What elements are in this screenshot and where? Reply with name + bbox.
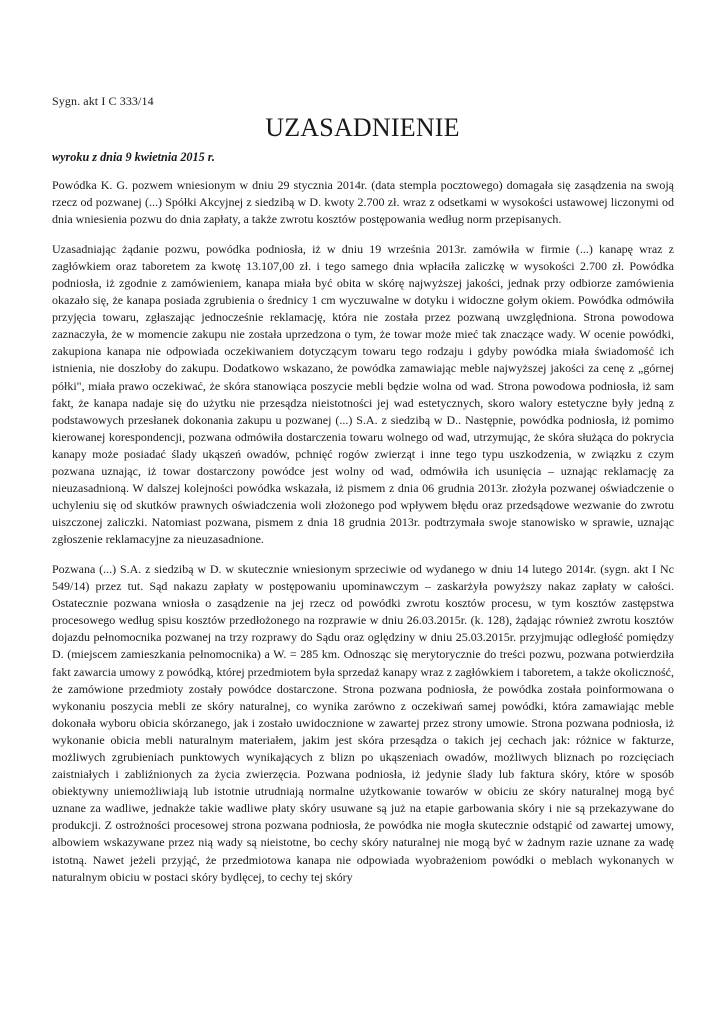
case-signature: Sygn. akt I C 333/14 (52, 94, 154, 108)
paragraph: Uzasadniając żądanie pozwu, powódka podniosła, iż w dniu 19 września 2013r. zamówiła w firmie (...) kanapę wraz z zagłówkiem oraz taboretem za kwotę 13.107,00 zł. i tego samego dnia wpłaciła zaliczkę w wysokości 2.700 zł. Powódka podniosła, iż zgodnie z zamówieniem, kanapa miała być obita w skórę najwyższej jakości, jednak przy odbiorze zamówienia okazało się, że kanapa posiada zgrubienia o średnicy 1 cm wyczuwalne w dotyku i widoczne gołym okiem. Powódka odmówiła przyjęcia towaru, zgłaszając jednocześnie reklamację, która nie została przez pozwaną uwzględniona. Strona powodowa zaznaczyła, że w momencie zakupu nie została uprzedzona o tym, że towar może mieć tak znaczące wady. W ocenie powódki, zakupiona kanapa nie odpowiada oczekiwaniem dotyczącym towaru tego rodzaju i gdyby powódka miała świadomość ich istnienia, nie doszłoby do zakupu. Dodatkowo wskazano, że powódka zamawiając meble najwyższej jakości za cenę z „górnej półki", miała prawo oczekiwać, że skóra stanowiąca poszycie mebli będzie wolna od wad. Strona powodowa podniosła, iż sam fakt, że kanapa nadaje się do użytku nie przesądza nieistotności jej wad estetycznych, skoro walory estetyczne były jedną z podstawowych przesłanek dokonania zakupu u pozwanej (...) S.A. z siedzibą w D.. Następnie, powódka podniosła, iż pomimo kierowanej korespondencji, pozwana odmówiła dostarczenia towaru wolnego od wad, utrzymując, że skóra służąca do pokrycia kanapy może posiadać ślady ukąszeń owadów, pchnięć rogów zwierząt i inne tego typu uszkodzenia, w związku z czym pozwana uznając, iż towar dostarczony powódce jest wolny od wad, odmówiła ich usunięcia – uznając reklamację za nieuzasadnioną. W dalszej kolejności powódka wskazała, iż pismem z dnia 06 grudnia 2013r. złożyła pozwanej oświadczenie o uchyleniu się od skutków prawnych oświadczenia woli złożonego pod wpływem błędu oraz przedsądowe wezwanie do zwrotu uiszczonej zaliczki. Natomiast pozwana, pismem z dnia 18 grudnia 2013r. podtrzymała swoje stanowisko w sprawie, uznając zgłoszenie reklamacyjne za nieuzasadnione. (52, 241, 674, 547)
document-body (52, 177, 674, 898)
document-title: UZASADNIENIE (265, 113, 460, 142)
paragraph: Powódka K. G. pozwem wniesionym w dniu 29 stycznia 2014r. (data stempla pocztowego) domagała się zasądzenia na swoją rzecz od pozwanej (...) Spółki Akcyjnej z siedzibą w D. kwoty 2.700 zł. wraz z odsetkami w wysokości ustawowej liczonymi od dnia wniesienia pozwu do dnia zapłaty, a także zwrotu kosztów postępowania według norm przepisanych. (52, 178, 674, 227)
paragraph: Pozwana (...) S.A. z siedzibą w D. w skutecznie wniesionym sprzeciwie od wydanego w dniu 14 lutego 2014r. (sygn. akt I Nc 549/14) przez tut. Sąd nakazu zapłaty w postępowaniu upominawczym – zaskarżyła powyższy nakaz zapłaty w całości. Ostatecznie pozwana wniosła o zasądzenie na jej rzecz od powódki zwrotu kosztów procesu, w tym kosztów zastępstwa procesowego według spisu kosztów przedłożonego na rozprawie w dniu 26.03.2015r. (k. 128), żądając również zwrotu kosztów dojazdu pełnomocnika pozwanej na trzy rozprawy do Sądu oraz oględziny w dniu 25.03.2015r. przyjmując odległość pomiędzy D. (miejscem zamieszkania pełnomocnika) a W. = 285 km. Odnosząc się merytorycznie do treści pozwu, pozwana potwierdziła fakt zawarcia umowy z powódką, której przedmiotem była sprzedaż kanapy wraz z zagłówkiem i taboretem, a także okoliczność, że zamówione przedmioty zostały powódce dostarczone. Strona pozwana podniosła, że powódka została poinformowana o wykonaniu poszycia mebli ze skóry naturalnej, co wynika zarówno z oczekiwań samej powódki, która zamawiając meble dokonała wyboru obicia skórzanego, jak i zostało uwidocznione w zawartej przez strony umowie. Strona pozwana podniosła, iż wykonanie obicia mebli naturalnym materiałem, jakim jest skóra przesądza o takich jej cechach jak: różnice w fakturze, możliwych zgrubieniach punktowych wynikających z blizn po ukąszeniach owadów, możliwych bliznach po rozcięciach zaistniałych i zabliźnionych za życia zwierzęcia. Pozwana podniosła, iż jedynie ślady lub faktura skóry, które w sposób obiektywny uniemożliwiają lub istotnie utrudniają normalne użytkowanie towarów w obiciu ze skóry naturalnej mogą być uznane za wadliwe, jednakże takie wadliwe płaty skóry usuwane są już na etapie garbowania skóry i nie są przekazywane do produkcji. Z ostrożności procesowej strona pozwana podniosła, że powódka nie mogła skutecznie odstąpić od zawartej umowy, albowiem wskazywane przez nią wady są nieistotne, bo cechy skóry naturalnej nie mogą być w żadnym razie uznane za wadę istotną. Nawet jeżeli przyjąć, że przedmiotowa kanapa nie odpowiada wyobrażeniom powódki o meblach wykonanych w naturalnym obiciu w postaci skóry bydlęcej, to cechy tej skóry (52, 561, 674, 884)
document-subtitle: wyroku z dnia 9 kwietnia 2015 r. (52, 150, 215, 164)
